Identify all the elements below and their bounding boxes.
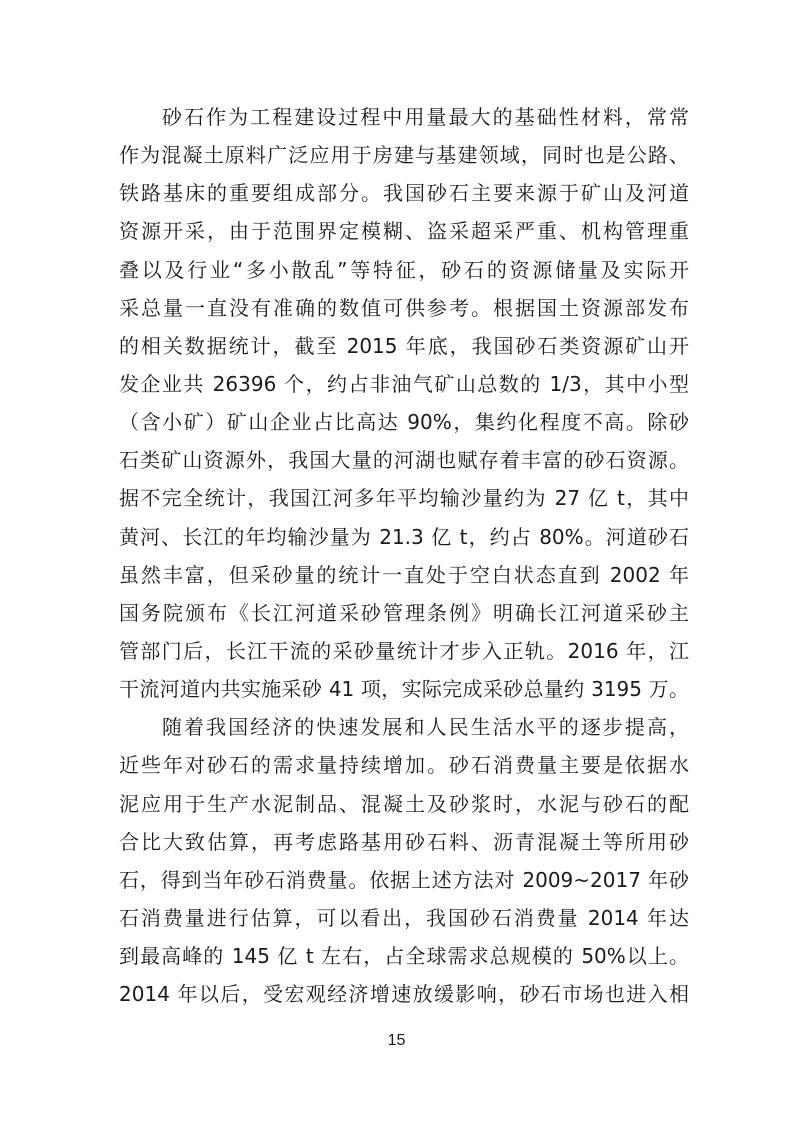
text-line: 泥应用于生产水泥制品、混凝土及砂浆时，水泥与砂石的配 <box>119 791 689 816</box>
paragraph-2 <box>119 708 689 1013</box>
text-line: 到最高峰的 145 亿 t 左右，占全球需求总规模的 50%以上。 <box>119 944 689 969</box>
text-line: 的相关数据统计，截至 2015 年底，我国砂石类资源矿山开 <box>119 333 689 358</box>
text-line: 叠以及行业“多小散乱”等特征，砂石的资源储量及实际开 <box>119 257 689 282</box>
text-line: 发企业共 26396 个，约占非油气矿山总数的 1/3，其中小型 <box>119 371 689 396</box>
text-line: 合比大致估算，再考虑路基用砂石料、沥青混凝土等所用砂 <box>119 829 689 854</box>
text-line: 铁路基床的重要组成部分。我国砂石主要来源于矿山及河道 <box>119 181 689 206</box>
text-line: 砂石作为工程建设过程中用量最大的基础性材料，常常 <box>162 105 689 129</box>
text-line: 2014 年以后，受宏观经济增速放缓影响，砂石市场也进入相 <box>119 982 689 1007</box>
page-number: 15 <box>387 1032 406 1049</box>
text-line: 近些年对砂石的需求量持续增加。砂石消费量主要是依据水 <box>119 753 689 778</box>
text-line: 随着我国经济的快速发展和人民生活水平的逐步提高， <box>162 715 689 740</box>
text-line: 黄河、长江的年均输沙量为 21.3 亿 t，约占 80%。河道砂石 <box>119 524 689 549</box>
text-line: （含小矿）矿山企业占比高达 90%，集约化程度不高。除砂 <box>119 410 689 435</box>
text-line: 虽然丰富，但采砂量的统计一直处于空白状态直到 2002 年 <box>119 562 689 587</box>
text-line: 据不完全统计，我国江河多年平均输沙量约为 27 亿 t，其中 <box>119 486 689 511</box>
text-line: 采总量一直没有准确的数值可供参考。根据国土资源部发布 <box>119 295 689 320</box>
text-line: 资源开采，由于范围界定模糊、盗采超采严重、机构管理重 <box>119 219 689 244</box>
text-line: 干流河道内共实施采砂 41 项，实际完成采砂总量约 3195 万。 <box>119 677 689 702</box>
text-line: 管部门后，长江干流的采砂量统计才步入正轨。2016 年，江 <box>119 638 689 663</box>
text-line: 作为混凝土原料广泛应用于房建与基建领域，同时也是公路、 <box>119 143 689 168</box>
paragraph-1 <box>119 98 689 708</box>
text-line: 石，得到当年砂石消费量。依据上述方法对 2009~2017 年砂 <box>119 867 689 892</box>
body-text <box>119 98 689 1013</box>
text-line: 石消费量进行估算，可以看出，我国砂石消费量 2014 年达 <box>119 905 689 930</box>
text-line: 国务院颁布《长江河道采砂管理条例》明确长江河道采砂主 <box>119 600 689 625</box>
text-line: 石类矿山资源外，我国大量的河湖也赋存着丰富的砂石资源。 <box>119 448 689 473</box>
